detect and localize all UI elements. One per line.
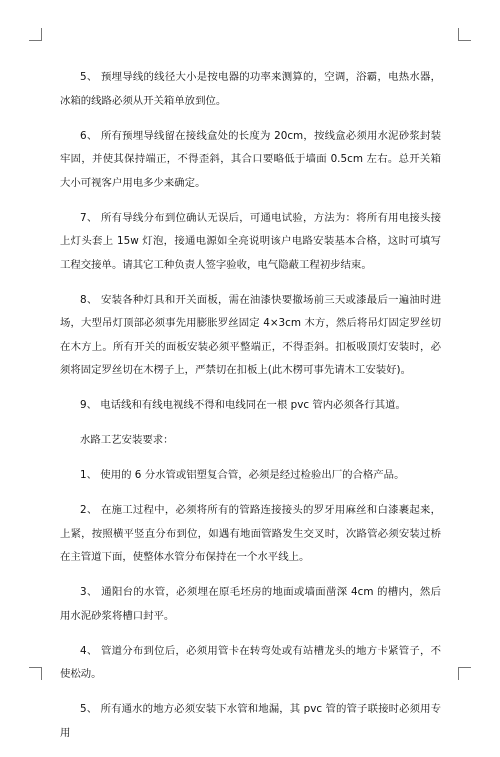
- paragraph-plumbing-1: 1、 使用的 6 分水管或铝塑复合管，必须是经过检验出厂的合格产品。: [80, 469, 405, 481]
- document-body: [60, 66, 441, 757]
- crop-mark-top-left: [29, 28, 42, 41]
- crop-mark-bottom-right: [458, 667, 471, 680]
- paragraph-item-8-fixtures: 8、 安装各种灯具和开关面板，需在油漆快要撤场前三天或漆最后一遍油时进场，大型吊灯顶部必须事先用膨胀罗丝固定 4×3cm 木方，然后将吊灯固定罗丝切在木方上。所有开关的面板安装必须平整端正，不得歪斜。扣板吸顶灯安装时，必须将固定罗丝切在木楞子上，严禁切在扣板上(此木楞可事先请木工安装好)。: [60, 293, 441, 376]
- paragraph-item-7-power-test: 7、 所有导线分布到位确认无误后，可通电试验，方法为：将所有用电接头接上灯头套上 15w 灯泡，接通电源如全亮说明该户电路安装基本合格，这时可填写工程交接单。请其它工种负责人签字验收，电气隐蔽工程初步结束。: [60, 211, 441, 271]
- paragraph-plumbing-5: 5、 所有通水的地方必须安装下水管和地漏，其 pvc 管的管子联接时必须用专用: [60, 703, 441, 739]
- paragraph-item-6-junction-box: 6、 所有预埋导线留在接线盒处的长度为 20cm，按线盒必须用水泥砂浆封装牢固，并使其保持端正，不得歪斜，其合口要略低于墙面 0.5cm 左右。总开关箱大小可视客户用电多少来确定。: [60, 129, 441, 189]
- paragraph-item-9-tv-phone-lines: 9、 电话线和有线电视线不得和电线同在一根 pvc 管内必须各行其道。: [80, 399, 406, 411]
- crop-mark-bottom-left: [29, 667, 42, 680]
- paragraph-plumbing-3: 3、 通阳台的水管，必须埋在原毛坯房的地面或墙面凿深 4cm 的槽内，然后用水泥砂浆将槽口封平。: [60, 586, 441, 622]
- paragraph-item-5-wire-gauge: 5、 预埋导线的线径大小是按电器的功率来测算的，空调，浴霸，电热水器，冰箱的线路必须从开关箱单放到位。: [60, 71, 441, 107]
- crop-mark-top-right: [458, 28, 471, 41]
- paragraph-plumbing-2: 2、 在施工过程中，必须将所有的管路连接接头的罗牙用麻丝和白漆裹起来，上紧，按照横平竖直分布到位，如遇有地面管路发生交叉时，次路管必须安装过桥在主管道下面，使整体水管分布保持在一个水平线上。: [60, 504, 441, 563]
- paragraph-plumbing-4: 4、 管道分布到位后，必须用管卡在转弯处或有站槽龙头的地方卡紧管子，不使松动。: [60, 644, 441, 680]
- section-heading-plumbing: 水路工艺安装要求：: [80, 434, 174, 446]
